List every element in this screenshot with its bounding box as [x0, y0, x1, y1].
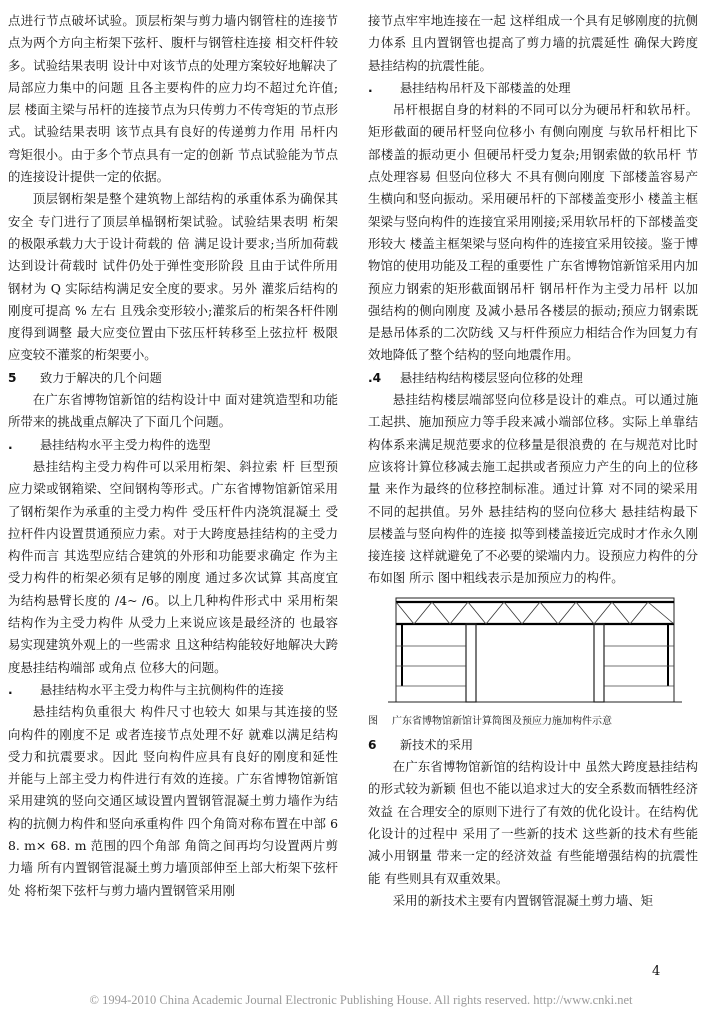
paragraph: 在广东省博物馆新馆的结构设计中 虽然大跨度悬挂结构的形式较为新颖 但也不能以追求过大的安全系数而牺牲经济效益 在合理安全的原则下进行了有效的优化设计。在结构优化设计的过程中 采用了一些新的技术 这些新的技术有些能减小用钢量 带来一定的经济效益 有些能增强结构的抗震性能 有些则具有双重效果。 — [368, 759, 698, 886]
subsection-number: . — [8, 437, 13, 452]
section-title: 致力于解决的几个问题 — [40, 370, 162, 385]
floor-beams — [396, 646, 674, 686]
subsection-title: 悬挂结构水平主受力构件与主抗侧构件的连接 — [40, 682, 284, 697]
subsection-title: 悬挂结构吊杆及下部楼盖的处理 — [400, 80, 571, 95]
section-number: 5 — [8, 370, 17, 385]
truss-web-members — [396, 602, 674, 624]
figure-caption-text: 广东省博物馆新馆计算简图及预应力施加构件示意 — [392, 715, 612, 727]
subsection-number: .4 — [368, 370, 382, 385]
section-heading — [368, 734, 698, 756]
figure-label: 图 — [368, 715, 378, 727]
paragraph: 顶层钢桁架是整个建筑物上部结构的承重体系为确保其安全 专门进行了顶层单榀钢桁架试验。试验结果表明 桁架的极限承载力大于设计荷载的 倍 满足设计要求;当所加荷载达到设计荷载时 试件仍处于弹性变形阶段 且由于试件所用钢材为 Q 实际结构满足安全度的要求。另外 灌浆后结构的刚度可提高 % 左右 且残余变形较小;灌浆后的桁架各杆件刚度得到调整 最大应变位置由下弦压杆转移至上弦拉杆 极限应变较不灌浆的桁架要小。 — [8, 191, 338, 363]
paragraph: 采用的新技术主要有内置钢管混凝土剪力墙、矩 — [392, 892, 653, 908]
section-heading — [8, 367, 338, 389]
left-column — [8, 10, 338, 902]
paragraph: 悬挂结构楼层端部竖向位移是设计的难点。可以通过施工起拱、施加预应力等手段来减小端部位移。实际上单靠结构体系来满足规范要求的位移量是很浪费的 在与规范对比时 应该将计算位移减去施工起拱或者预应力产生的向上的位移量 来作为最终的位移控制标准。通过计算 对不同的梁采用不同的起拱值。另外 悬挂结构的竖向位移大 悬挂结构最下层楼盖与竖向构件的连接 拟等到楼盖接近完成时才作永久刚接连接 这样就避免了不必要的梁端内力。设预应力构件的分布如图 所示 图中粗线表示是加预应力的构件。 — [368, 392, 698, 586]
subsection-heading — [8, 679, 338, 701]
core-wall-left — [466, 624, 476, 702]
section-number: 6 — [368, 737, 377, 752]
truss-diagram — [368, 594, 698, 712]
paragraph: 在广东省博物馆新馆的结构设计中 面对建筑造型和功能所带来的挑战重点解决了下面几个问题。 — [8, 392, 338, 430]
paragraph: 点进行节点破坏试验。顶层桁架与剪力墙内钢管柱的连接节点为两个方向主桁架下弦杆、腹杆与钢管柱连接 相交杆件较多。试验结果表明 设计中对该节点的处理方案较好地解决了局部应力集中的问题 且各主要构件的应力均不超过允许值;层 楼面主梁与吊杆的连接节点为只传剪力不传弯矩的节点形式。试验结果表明 该节点具有良好的传递剪力作用 吊杆内弯矩很小。由于多个节点具有一定的创新 节点试验能为节点的连接设计提供一定的依据。 — [8, 13, 338, 185]
subsection-heading — [8, 434, 338, 456]
subsection-heading — [368, 367, 698, 389]
paragraph: 悬挂结构主受力构件可以采用桁架、斜拉索 杆 巨型预应力梁或钢箱梁、空间钢构等形式。广东省博物馆新馆采用了钢桁架作为承重的主受力构件 受压杆件内浇筑混凝土 受拉杆件内设置贯通预应力索。对于大跨度悬挂结构的主受力构件而言 其选型应结合建筑的外形和功能要求确定 作为主受力构件的桁架必须有足够的刚度 通过多次试算 其高度宜为结构悬臂长度的 /4~ /6。以上几种构件形式中 采用桁架结构作为主受力构件 从受力上来说应该是最经济的 也最容易实现建筑外观上的一些需求 且这种结构能较好地解决大跨度悬挂结构端部 或角点 位移大的问题。 — [8, 458, 338, 675]
subsection-number: . — [8, 682, 13, 697]
frame-outline — [396, 598, 674, 702]
core-wall-right — [594, 624, 604, 702]
right-column — [368, 10, 698, 912]
figure-caption — [368, 714, 698, 730]
paragraph: 悬挂结构负重很大 构件尺寸也较大 如果与其连接的竖向构件的刚度不足 或者连接节点处理不好 就难以满足结构受力和抗震要求。因此 竖向构件应具有良好的刚度和延性 并能与上部主受力构件进行有效的连接。广东省博物馆新馆采用建筑的竖向交通区域设置内置钢管混凝土剪力墙作为结构的抗侧力构件和竖向承重构件 四个角筒对称布置在中部 68. m× 68. m 范围的四个角部 角筒之间再均匀设置两片剪力墙 所有内置钢管混凝土剪力墙顶部伸至上部大桁架下弦杆处 将桁架下弦杆与剪力墙内置钢管采用刚 — [8, 704, 338, 898]
subsection-number: . — [368, 80, 373, 95]
paragraph: 接节点牢牢地连接在一起 这样组成一个具有足够刚度的抗侧力体系 且内置钢管也提高了剪力墙的抗震延性 确保大跨度悬挂结构的抗震性能。 — [368, 13, 698, 73]
copyright-footer: © 1994-2010 China Academic Journal Electronic Publishing House. All rights reserved. http://www.cnki.net — [89, 993, 633, 1007]
section-title: 新技术的采用 — [400, 737, 474, 752]
subsection-title: 悬挂结构水平主受力构件的选型 — [40, 437, 211, 452]
paragraph: 吊杆根据自身的材料的不同可以分为硬吊杆和软吊杆。矩形截面的硬吊杆竖向位移小 有侧向刚度 与软吊杆相比下部楼盖的振动更小 但硬吊杆受力复杂;用钢索做的软吊杆 节点处理容易 但竖向位移大 不具有侧向刚度 下部楼盖容易产生横向和竖向振动。采用硬吊杆的下部楼盖变形小 楼盖主框架梁与竖向构件的连接宜采用刚接;采用软吊杆的下部楼盖变形较大 楼盖主框架梁与竖向构件的连接宜采用铰接。鉴于博物馆的使用功能及工程的重要性 广东省博物馆新馆采用内加预应力钢索的矩形截面钢吊杆 钢吊杆作为主受力吊杆 以加强结构的侧向刚度 及减小悬吊各楼层的振动;预应力钢索既是悬吊体系的二次防线 又与杆件预应力相结合作为回复力有效地降低了整个结构的竖向地震作用。 — [368, 102, 698, 363]
structure-figure — [368, 594, 698, 712]
page-number: 4 — [652, 964, 661, 979]
subsection-title: 悬挂结构结构楼层竖向位移的处理 — [400, 370, 583, 385]
subsection-heading — [368, 77, 698, 99]
